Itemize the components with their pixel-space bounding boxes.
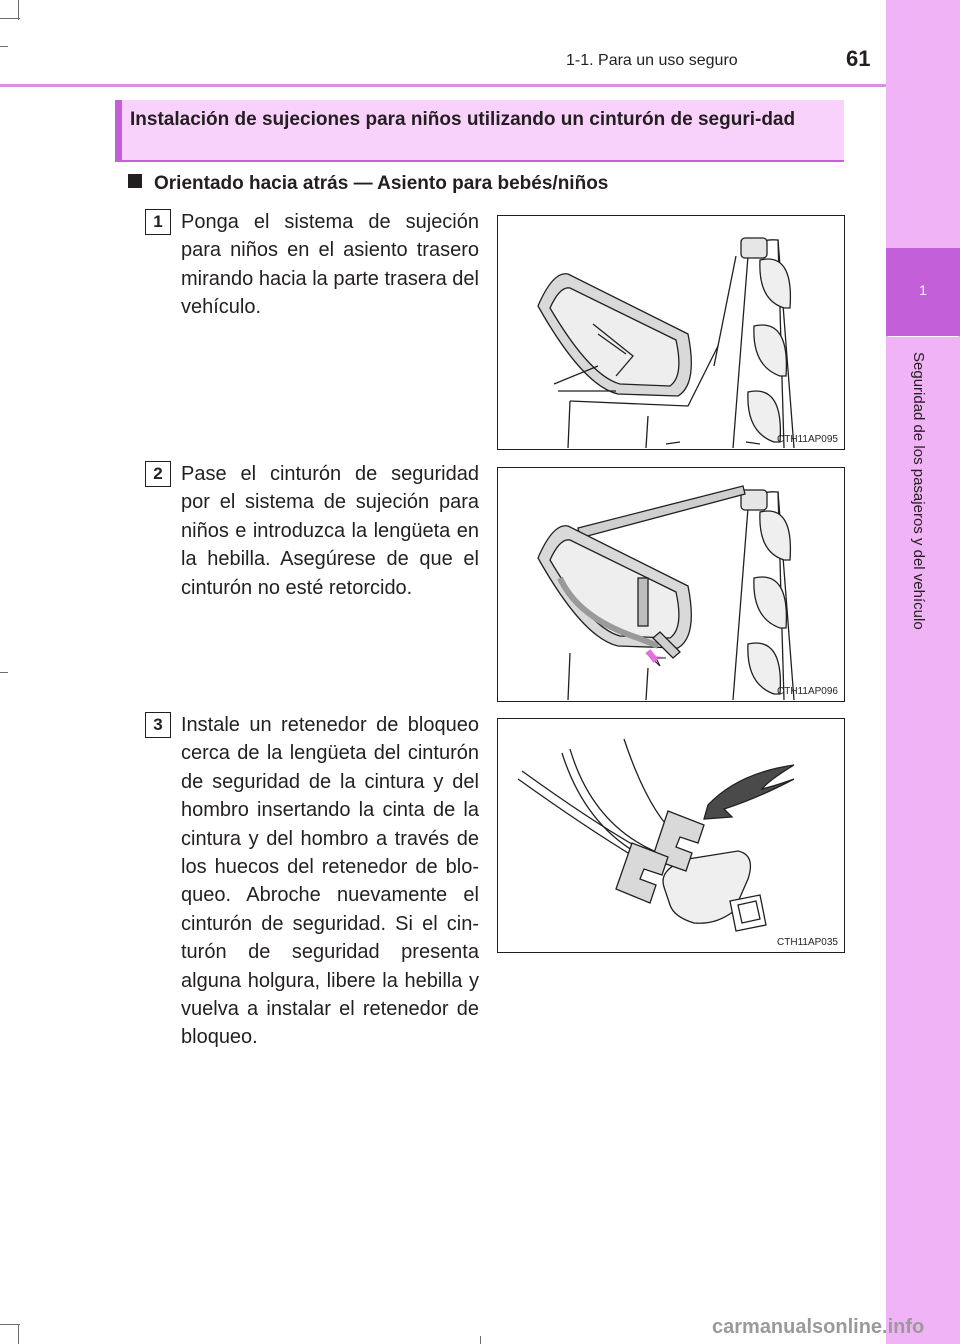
- crop-mark: [18, 0, 19, 20]
- crop-mark: [0, 672, 8, 673]
- crop-mark: [0, 1324, 20, 1325]
- chapter-number: 1: [919, 282, 927, 298]
- header-rule: [0, 84, 886, 87]
- chapter-side-tab: [886, 0, 960, 1344]
- subheading: [128, 173, 608, 195]
- crop-mark: [0, 18, 20, 19]
- crop-mark: [18, 1324, 19, 1344]
- seat-belt-routing-icon: [498, 468, 845, 702]
- section-title: Instalación de sujeciones para niños utilizando un cinturón de seguri-dad: [130, 109, 796, 130]
- step-text: Pase el cinturón de seguridad por el sistema de sujeción para niños e introduzca la lengüeta en la hebilla. Asegúrese de que el cinturón no esté retorcido.: [181, 463, 479, 599]
- step-number: 2: [145, 461, 171, 487]
- child-seat-rear-facing-icon: [498, 216, 845, 450]
- section-title-box: [115, 100, 844, 162]
- step-text: Ponga el sistema de sujeción para niños en el asiento trasero mirando hacia la parte trasera del vehículo.: [181, 211, 479, 319]
- square-bullet-icon: [128, 174, 142, 188]
- illustration-code: CTH11AP095: [777, 434, 838, 445]
- illustration-belt-routing: [497, 467, 845, 702]
- step-number: 3: [145, 712, 171, 738]
- header-section-title: 1-1. Para un uso seguro: [566, 52, 738, 69]
- side-tab-divider: [888, 336, 958, 337]
- subheading-text: Orientado hacia atrás — Asiento para bebés/niños: [154, 173, 609, 194]
- step-number: 1: [145, 209, 171, 235]
- watermark: carmanualsonline.info: [712, 1316, 925, 1338]
- illustration-code: CTH11AP035: [777, 937, 838, 948]
- chapter-number-tab: [886, 248, 960, 336]
- page-number: 61: [846, 46, 871, 71]
- chapter-title: Seguridad de los pasajeros y del vehículo: [910, 352, 927, 630]
- step-text: Instale un retenedor de bloqueo cerca de la lengüeta del cinturón de seguridad de la cintura y del hombro insertando la cinta de la cintura y del hombro a través de los huecos del retenedor de blo-queo. Abroche nuevamente el cinturón de seguridad. Si el cin-turón de seguridad presenta alguna holgura, libere la hebilla y vuelva a instalar el retenedor de bloqueo.: [181, 714, 479, 1049]
- illustration-locking-clip: [497, 718, 845, 953]
- crop-mark: [480, 1336, 481, 1344]
- illustration-code: CTH11AP096: [777, 686, 838, 697]
- locking-clip-icon: [498, 719, 845, 953]
- illustration-child-seat-placement: [497, 215, 845, 450]
- crop-mark: [0, 46, 8, 47]
